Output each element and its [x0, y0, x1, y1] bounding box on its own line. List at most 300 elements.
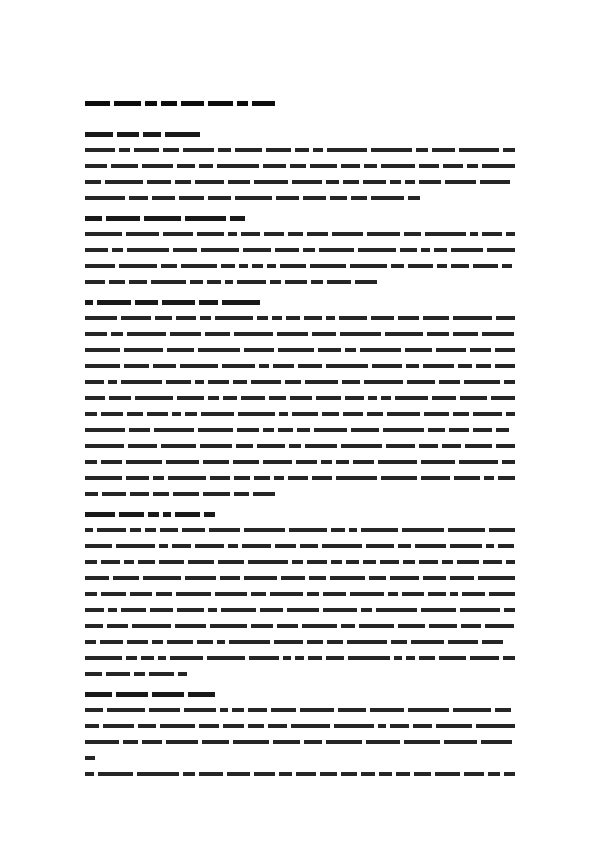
text-word-block: [208, 196, 231, 200]
text-word-block: [141, 656, 154, 660]
text-word-block: [442, 560, 453, 564]
text-word-block: [327, 280, 351, 284]
text-word-block: [252, 101, 275, 106]
text-word-block: [437, 264, 447, 268]
text-word-block: [396, 772, 410, 776]
text-word-block: [450, 592, 458, 596]
text-word-block: [281, 576, 305, 580]
text-word-block: [419, 164, 439, 168]
text-word-block: [259, 364, 269, 368]
text-word-block: [482, 232, 502, 236]
text-word-block: [85, 656, 122, 660]
text-word-block: [85, 692, 112, 697]
text-word-block: [498, 544, 514, 548]
text-word-block: [85, 740, 119, 744]
text-word-block: [228, 544, 238, 548]
text-word-block: [353, 460, 374, 464]
text-word-block: [85, 316, 117, 320]
text-word-block: [279, 412, 288, 416]
text-word-block: [241, 396, 265, 400]
text-word-block: [229, 640, 270, 644]
text-word-block: [137, 772, 179, 776]
text-word-block: [85, 164, 107, 168]
text-word-block: [143, 132, 161, 137]
paragraph-line: [85, 702, 515, 718]
paragraph-line: [85, 470, 515, 486]
text-word-block: [209, 528, 240, 532]
text-word-block: [159, 560, 184, 564]
text-word-block: [234, 332, 273, 336]
text-word-block: [127, 640, 148, 644]
text-word-block: [220, 576, 240, 580]
text-word-block: [304, 740, 322, 744]
text-word-block: [292, 560, 303, 564]
text-word-block: [176, 592, 211, 596]
text-word-block: [248, 560, 288, 564]
text-word-block: [210, 624, 247, 628]
text-word-block: [244, 348, 274, 352]
text-word-block: [363, 180, 386, 184]
text-word-block: [288, 232, 303, 236]
text-word-block: [330, 576, 365, 580]
paragraph-line: [85, 390, 515, 406]
paragraph-line: [85, 326, 515, 342]
text-word-block: [289, 444, 301, 448]
text-word-block: [145, 528, 156, 532]
text-word-block: [158, 656, 166, 660]
text-word-block: [470, 348, 491, 352]
text-word-block: [147, 412, 168, 416]
text-word-block: [495, 708, 511, 712]
text-word-block: [388, 592, 398, 596]
text-word-block: [85, 180, 101, 184]
text-word-block: [237, 428, 259, 432]
paragraph-line: [85, 650, 515, 666]
text-word-block: [341, 772, 357, 776]
text-word-block: [151, 280, 186, 284]
text-word-block: [85, 364, 120, 368]
text-word-block: [228, 180, 250, 184]
text-word-block: [85, 348, 120, 352]
text-word-block: [165, 132, 200, 137]
text-word-block: [126, 656, 137, 660]
text-word-block: [177, 608, 204, 612]
text-word-block: [434, 248, 447, 252]
paragraph-line: [85, 766, 515, 782]
document-body: [85, 96, 515, 782]
text-word-block: [205, 332, 230, 336]
text-word-block: [445, 180, 476, 184]
text-word-block: [217, 640, 225, 644]
text-word-block: [406, 656, 415, 660]
text-word-block: [423, 316, 449, 320]
text-word-block: [190, 280, 203, 284]
text-word-block: [467, 164, 478, 168]
text-word-block: [442, 444, 461, 448]
text-word-block: [178, 672, 187, 676]
text-word-block: [312, 476, 332, 480]
text-word-block: [101, 592, 126, 596]
text-word-block: [504, 772, 515, 776]
text-word-block: [307, 560, 327, 564]
text-word-block: [277, 332, 308, 336]
text-word-block: [102, 492, 126, 496]
text-word-block: [495, 364, 515, 368]
text-word-block: [473, 412, 502, 416]
text-word-block: [223, 724, 244, 728]
section-heading: [85, 210, 515, 226]
text-word-block: [326, 180, 339, 184]
text-word-block: [85, 264, 115, 268]
text-word-block: [199, 164, 213, 168]
paragraph-line: [85, 422, 515, 438]
text-word-block: [208, 608, 217, 612]
text-word-block: [222, 300, 260, 305]
text-word-block: [135, 300, 158, 305]
paragraph-line: [85, 750, 515, 766]
text-word-block: [319, 248, 354, 252]
text-word-block: [287, 608, 319, 612]
text-word-block: [295, 148, 309, 152]
text-word-block: [345, 348, 356, 352]
text-word-block: [85, 544, 112, 548]
text-word-block: [359, 624, 394, 628]
paragraph-line: [85, 718, 515, 734]
text-word-block: [183, 148, 214, 152]
text-word-block: [470, 656, 499, 660]
text-word-block: [201, 248, 239, 252]
text-word-block: [322, 544, 362, 548]
text-word-block: [234, 476, 250, 480]
paragraph-line: [85, 570, 515, 586]
text-word-block: [195, 544, 224, 548]
text-word-block: [85, 196, 125, 200]
text-word-block: [237, 101, 248, 106]
text-word-block: [473, 428, 492, 432]
text-word-block: [100, 640, 123, 644]
text-word-block: [506, 412, 515, 416]
text-word-block: [503, 656, 515, 660]
text-word-block: [351, 428, 379, 432]
text-word-block: [424, 412, 449, 416]
text-word-block: [308, 656, 322, 660]
text-word-block: [173, 492, 199, 496]
text-word-block: [451, 248, 483, 252]
text-word-block: [421, 476, 450, 480]
text-word-block: [207, 280, 221, 284]
text-word-block: [432, 148, 455, 152]
text-word-block: [404, 232, 421, 236]
text-word-block: [296, 460, 317, 464]
text-word-block: [85, 248, 108, 252]
text-word-block: [338, 708, 366, 712]
text-word-block: [85, 560, 97, 564]
text-word-block: [379, 772, 392, 776]
text-word-block: [121, 316, 151, 320]
text-word-block: [385, 332, 423, 336]
text-word-block: [304, 316, 322, 320]
text-word-block: [444, 740, 477, 744]
text-word-block: [498, 476, 515, 480]
text-word-block: [292, 180, 322, 184]
text-word-block: [119, 264, 157, 268]
text-word-block: [85, 216, 102, 221]
text-word-block: [300, 544, 318, 548]
text-word-block: [223, 396, 237, 400]
text-word-block: [85, 148, 115, 152]
text-word-block: [398, 624, 425, 628]
text-word-block: [143, 576, 181, 580]
text-word-block: [361, 608, 372, 612]
text-word-block: [154, 428, 194, 432]
paragraph-line: [85, 274, 515, 290]
text-word-block: [273, 364, 294, 368]
text-word-block: [398, 316, 419, 320]
text-word-block: [360, 348, 401, 352]
text-word-block: [378, 724, 386, 728]
text-word-block: [371, 316, 394, 320]
text-word-block: [152, 196, 175, 200]
text-word-block: [159, 544, 168, 548]
text-word-block: [108, 380, 117, 384]
text-word-block: [197, 232, 224, 236]
text-word-block: [199, 300, 218, 305]
text-word-block: [423, 576, 446, 580]
text-word-block: [320, 772, 337, 776]
text-word-block: [476, 364, 491, 368]
text-word-block: [305, 444, 337, 448]
text-word-block: [350, 592, 384, 596]
text-word-block: [135, 396, 173, 400]
text-word-block: [453, 412, 469, 416]
text-word-block: [130, 492, 149, 496]
text-word-block: [425, 232, 466, 236]
text-word-block: [85, 444, 124, 448]
text-word-block: [464, 380, 500, 384]
text-word-block: [236, 444, 253, 448]
text-word-block: [366, 740, 400, 744]
text-word-block: [332, 232, 363, 236]
text-word-block: [310, 264, 346, 268]
text-word-block: [185, 576, 216, 580]
text-word-block: [454, 476, 480, 480]
text-word-block: [465, 444, 492, 448]
text-word-block: [436, 348, 466, 352]
text-word-block: [326, 656, 344, 660]
paragraph-line: [85, 454, 515, 470]
text-word-block: [244, 576, 277, 580]
text-word-block: [458, 364, 472, 368]
text-word-block: [372, 364, 402, 368]
text-word-block: [195, 380, 204, 384]
text-word-block: [342, 380, 360, 384]
text-word-block: [175, 512, 200, 517]
text-word-block: [156, 592, 172, 596]
text-word-block: [167, 348, 194, 352]
text-word-block: [276, 196, 299, 200]
text-word-block: [85, 332, 107, 336]
text-word-block: [341, 624, 355, 628]
text-word-block: [485, 624, 514, 628]
text-word-block: [114, 101, 141, 106]
paragraph-line: [85, 522, 515, 538]
text-word-block: [378, 460, 417, 464]
text-word-block: [314, 428, 347, 432]
text-word-block: [484, 476, 494, 480]
text-word-block: [221, 264, 235, 268]
text-word-block: [340, 332, 381, 336]
text-word-block: [345, 396, 364, 400]
text-word-block: [307, 592, 319, 596]
text-word-block: [381, 164, 415, 168]
text-word-block: [177, 164, 195, 168]
text-word-block: [112, 248, 123, 252]
text-word-block: [408, 264, 433, 268]
text-word-block: [85, 756, 95, 760]
text-word-block: [200, 316, 211, 320]
text-word-block: [312, 332, 336, 336]
text-word-block: [403, 560, 415, 564]
text-word-block: [239, 264, 248, 268]
text-word-block: [326, 740, 362, 744]
text-word-block: [351, 196, 367, 200]
text-word-block: [419, 656, 435, 660]
text-word-block: [421, 608, 456, 612]
text-word-block: [367, 232, 400, 236]
text-word-block: [105, 180, 143, 184]
text-word-block: [182, 528, 205, 532]
text-word-block: [369, 576, 386, 580]
text-word-block: [108, 608, 117, 612]
text-word-block: [204, 512, 215, 517]
text-word-block: [358, 248, 396, 252]
text-word-block: [160, 724, 195, 728]
text-word-block: [419, 180, 441, 184]
text-word-block: [481, 740, 512, 744]
text-word-block: [407, 380, 435, 384]
text-word-block: [124, 348, 163, 352]
text-word-block: [323, 608, 357, 612]
text-word-block: [402, 592, 424, 596]
text-word-block: [117, 132, 139, 137]
text-word-block: [419, 560, 438, 564]
text-word-block: [387, 412, 420, 416]
text-word-block: [208, 396, 219, 400]
text-word-block: [161, 264, 177, 268]
text-word-block: [419, 444, 438, 448]
text-word-block: [113, 576, 139, 580]
text-word-block: [408, 196, 420, 200]
text-word-block: [460, 396, 487, 400]
text-word-block: [368, 396, 377, 400]
text-word-block: [163, 232, 193, 236]
text-word-block: [85, 232, 122, 236]
text-word-block: [170, 656, 203, 660]
text-word-block: [473, 264, 498, 268]
text-word-block: [85, 724, 99, 728]
text-word-block: [285, 380, 301, 384]
text-word-block: [361, 528, 398, 532]
text-word-block: [277, 624, 298, 628]
text-word-block: [101, 460, 122, 464]
text-word-block: [291, 724, 330, 728]
text-word-block: [470, 232, 478, 236]
text-word-block: [197, 640, 213, 644]
text-word-block: [290, 164, 306, 168]
text-word-block: [289, 528, 327, 532]
text-word-block: [268, 724, 287, 728]
text-word-block: [391, 264, 404, 268]
text-word-block: [331, 560, 342, 564]
text-word-block: [263, 460, 292, 464]
text-word-block: [506, 560, 515, 564]
text-word-block: [130, 592, 152, 596]
text-word-block: [439, 656, 466, 660]
text-word-block: [127, 332, 166, 336]
text-word-block: [85, 512, 115, 517]
text-word-block: [311, 280, 323, 284]
text-word-block: [85, 592, 97, 596]
text-word-block: [134, 148, 159, 152]
text-word-block: [85, 772, 94, 776]
text-word-block: [343, 180, 359, 184]
text-word-block: [496, 316, 515, 320]
text-word-block: [166, 380, 191, 384]
text-word-block: [107, 708, 145, 712]
text-word-block: [414, 772, 431, 776]
text-word-block: [286, 316, 300, 320]
text-word-block: [152, 640, 163, 644]
text-word-block: [432, 396, 456, 400]
text-word-block: [116, 544, 155, 548]
text-word-block: [336, 476, 377, 480]
paragraph-line: [85, 258, 515, 274]
paragraph-line: [85, 554, 515, 570]
text-word-block: [116, 692, 148, 697]
paragraph-line: [85, 358, 515, 374]
text-word-block: [331, 528, 345, 532]
text-word-block: [232, 708, 244, 712]
text-word-block: [263, 164, 286, 168]
text-word-block: [270, 592, 303, 596]
text-word-block: [504, 608, 515, 612]
text-word-block: [138, 560, 155, 564]
text-word-block: [298, 364, 322, 368]
text-word-block: [453, 332, 478, 336]
text-word-block: [161, 444, 196, 448]
paragraph-line: [85, 190, 515, 206]
text-word-block: [172, 412, 181, 416]
text-word-block: [254, 476, 270, 480]
text-word-block: [163, 512, 171, 517]
text-word-block: [85, 476, 122, 480]
text-word-block: [355, 280, 377, 284]
text-word-block: [124, 560, 134, 564]
text-word-block: [275, 248, 299, 252]
text-word-block: [323, 592, 346, 596]
paragraph-line: [85, 406, 515, 422]
text-word-block: [241, 232, 260, 236]
text-word-block: [188, 560, 214, 564]
text-word-block: [103, 724, 134, 728]
text-word-block: [198, 348, 240, 352]
text-word-block: [134, 672, 145, 676]
text-word-block: [450, 576, 474, 580]
text-word-block: [341, 164, 360, 168]
text-word-block: [283, 656, 291, 660]
text-word-block: [85, 640, 96, 644]
text-word-block: [350, 264, 387, 268]
